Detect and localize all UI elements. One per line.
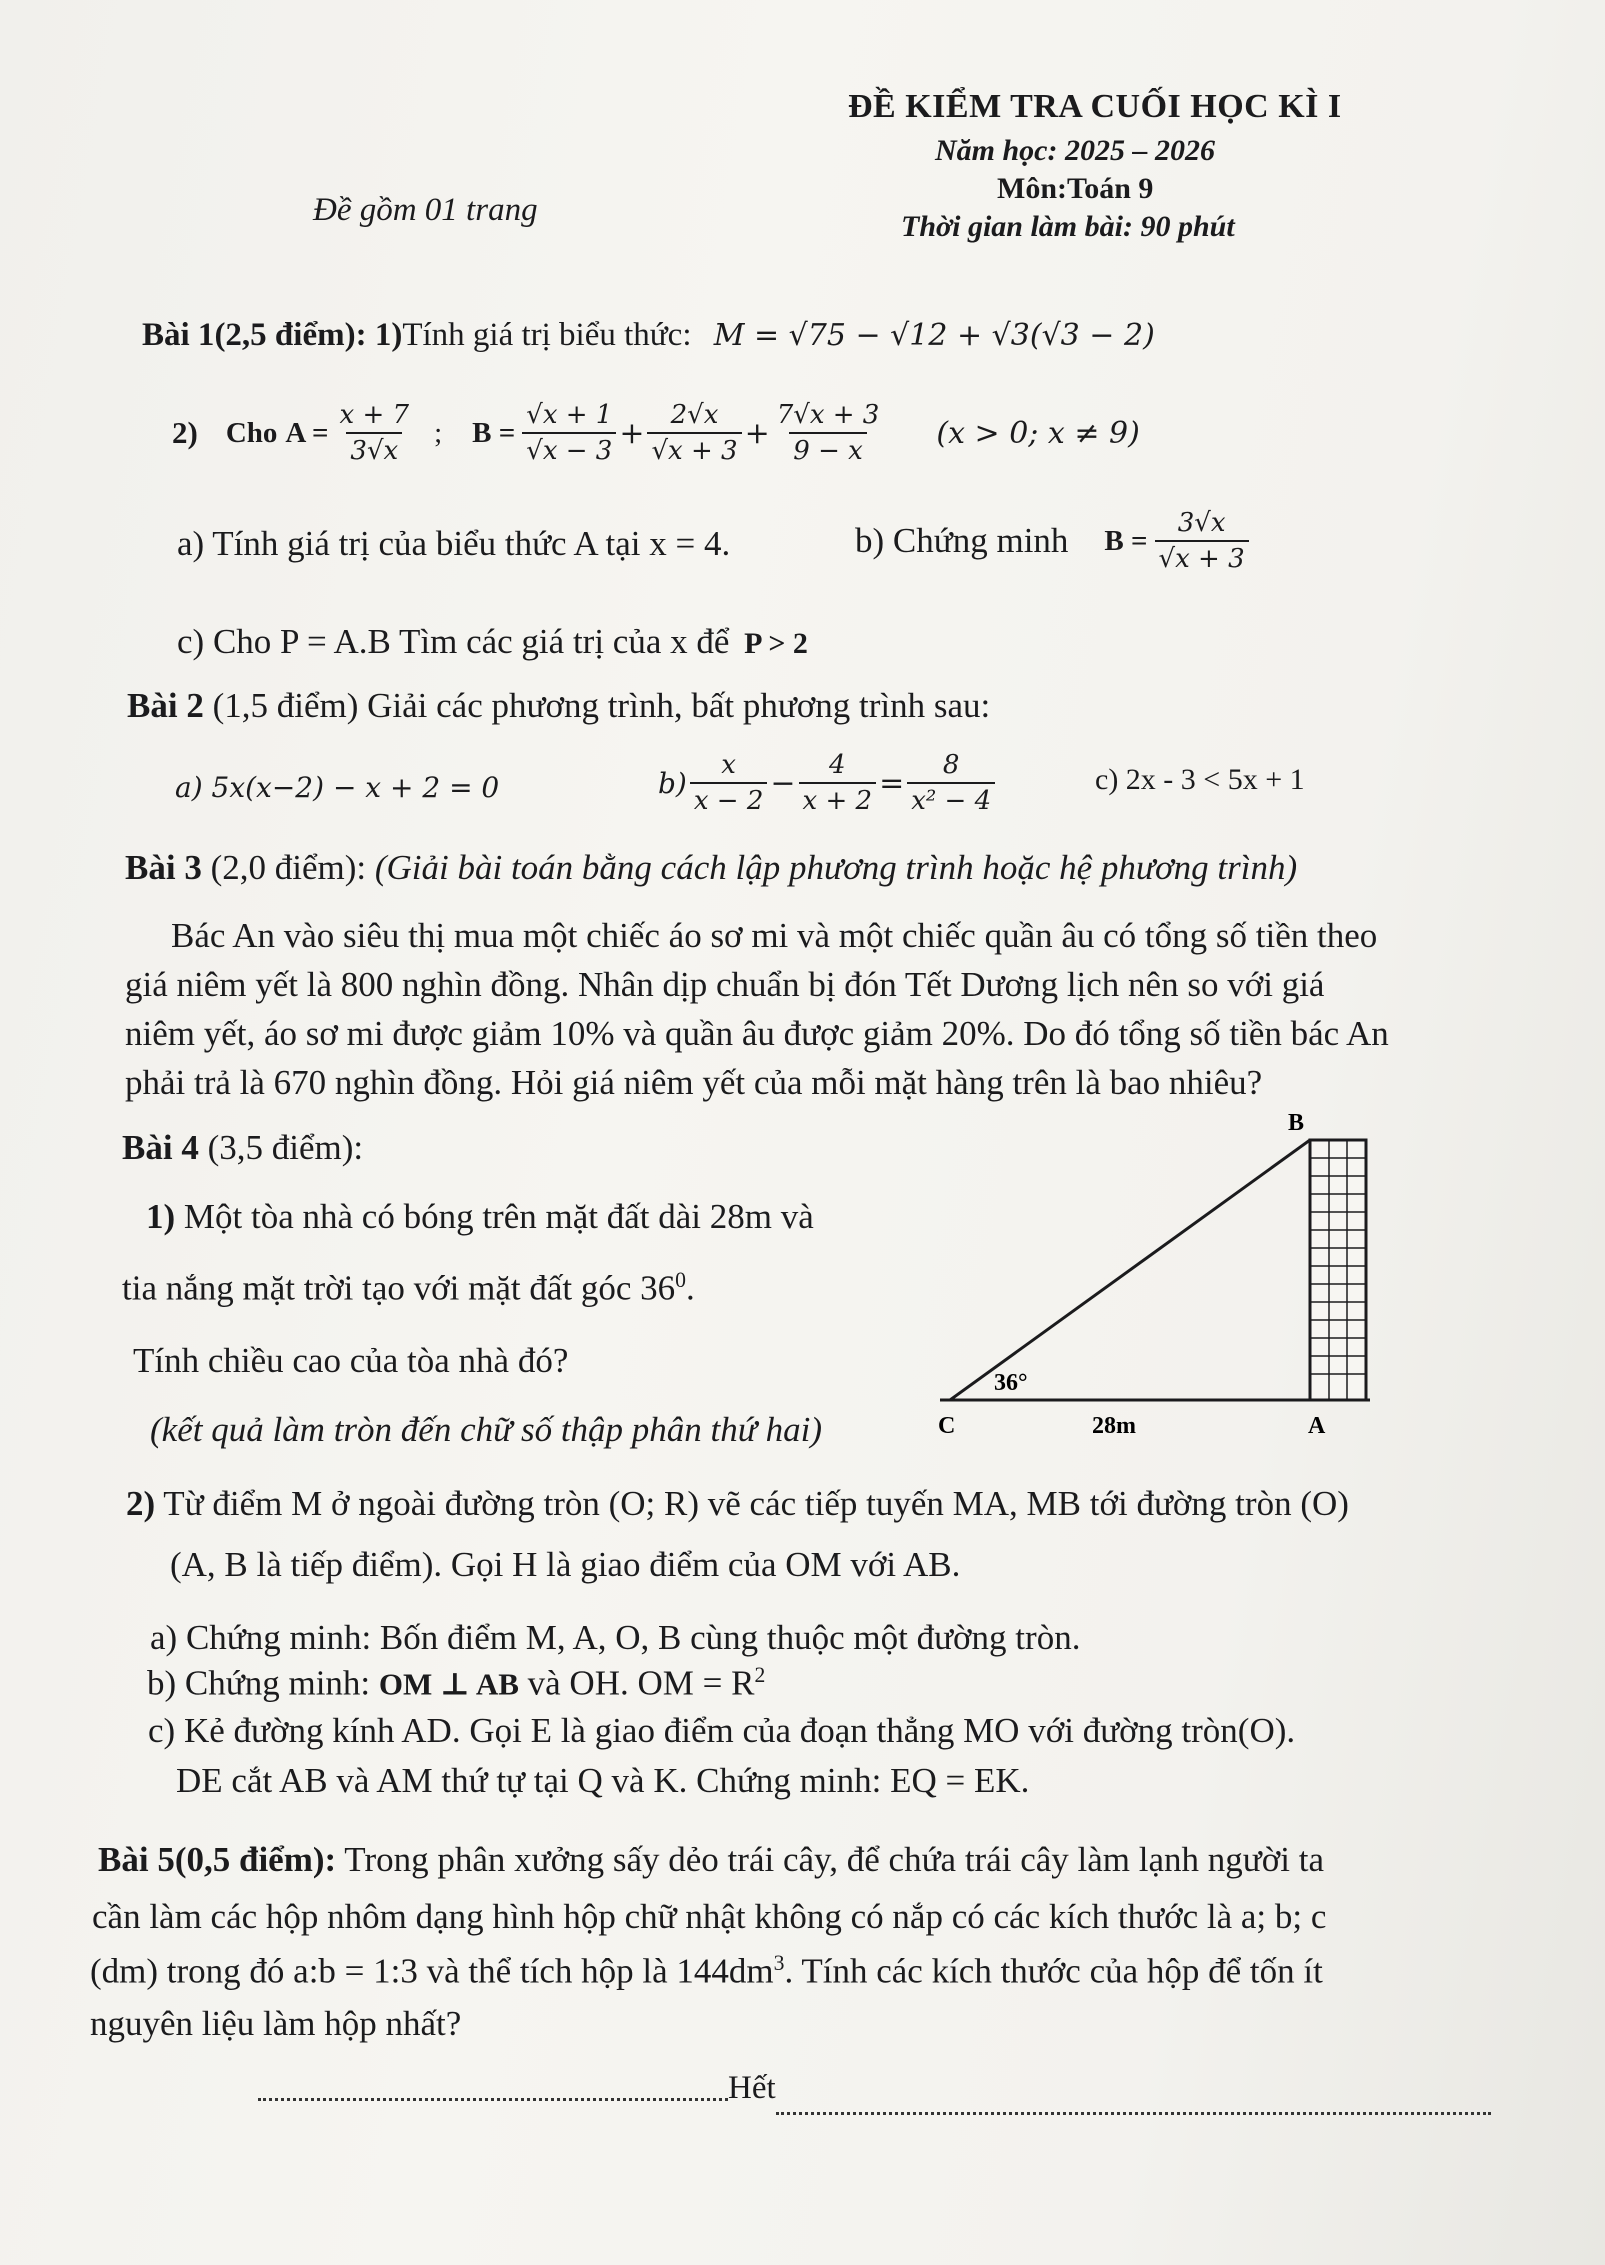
- bai3-note: (Giải bài toán bằng cách lập phương trình hoặc hệ phương trình): [374, 848, 1298, 887]
- bai4-heading: Bài 4: [122, 1128, 199, 1167]
- fraction-b2: [647, 400, 741, 466]
- fraction-a-num: x + 7: [339, 400, 410, 430]
- bai1-b: [855, 508, 1252, 574]
- bai4-heading-line: [122, 1128, 363, 1168]
- fraction-b2-3-num: 8: [942, 750, 960, 780]
- bai1-a: a) Tính giá trị của biểu thức A tại x = 4.: [177, 524, 731, 563]
- bai3-line: Bác An vào siêu thị mua một chiếc áo sơ mi và một chiếc quần âu có tổng số tiền theo: [171, 916, 1378, 955]
- bai4-p1-text: Một tòa nhà có bóng trên mặt đất dài 28m và: [175, 1197, 814, 1236]
- bai5-points: (0,5 điểm):: [174, 1840, 337, 1879]
- minus-sign: −: [770, 765, 796, 801]
- fraction-a-den: 3√x: [346, 432, 402, 466]
- bai3-line: niêm yết, áo sơ mi được giảm 10% và quần âu được giảm 20%. Do đó tổng số tiền bác An: [125, 1014, 1389, 1053]
- bai5-line3: [90, 1951, 1323, 1992]
- exam-time: Thời gian làm bài: 90 phút: [901, 210, 1235, 243]
- square-superscript: 2: [754, 1663, 766, 1687]
- bai2-a: a) 5x(x−2) − x + 2 = 0: [175, 771, 500, 804]
- bai4-p1-line4: (kết quả làm tròn đến chữ số thập phân thứ hai): [150, 1410, 822, 1449]
- bai3-line: giá niêm yết là 800 nghìn đồng. Nhân dịp chuẩn bị đón Tết Dương lịch nên so với giá: [125, 965, 1325, 1004]
- bai5-heading: Bài 5: [98, 1840, 175, 1879]
- bai2-b-label: b): [658, 766, 687, 800]
- bai1-heading: Bài 1: [142, 317, 215, 353]
- fraction-b2-3: [907, 750, 995, 816]
- bai4-p2-c1: c) Kẻ đường kính AD. Gọi E là giao điểm của đoạn thẳng MO với đường tròn(O).: [148, 1711, 1296, 1750]
- bai4-p1-line2-end: .: [685, 1268, 695, 1308]
- fraction-a: [336, 400, 414, 466]
- bai3-heading-line: [125, 848, 1297, 888]
- bai4-p2-b-rest: và OH. OM = R: [518, 1663, 755, 1703]
- bai2-c: c) 2x - 3 < 5x + 1: [1095, 763, 1305, 796]
- plus-sign: +: [619, 415, 645, 451]
- expression-m: M = √75 − √12 + √3(√3 − 2): [713, 318, 1155, 353]
- bai1-part2: [172, 400, 1140, 466]
- fraction-b-result-den: √x + 3: [1155, 540, 1249, 574]
- bai3-paragraph: [125, 911, 1389, 1107]
- bai2-text: (1,5 điểm) Giải các phương trình, bất phương trình sau:: [203, 686, 991, 725]
- bai4-p1-line2-text: tia nắng mặt trời tạo với mặt đất góc 36: [122, 1268, 676, 1308]
- bai4-p1-line1: [146, 1197, 814, 1237]
- b-result-label: B =: [1104, 524, 1148, 557]
- bai1-part1-text: Tính giá trị biểu thức:: [402, 317, 692, 353]
- bai1-c-condition: P > 2: [744, 627, 808, 660]
- bai4-p2-a: a) Chứng minh: Bốn điểm M, A, O, B cùng thuộc một đường tròn.: [150, 1618, 1081, 1657]
- condition: (x > 0; x ≠ 9): [936, 415, 1140, 451]
- bai5-line1: [98, 1840, 1324, 1880]
- fraction-b1-den: √x − 3: [522, 432, 616, 466]
- bai1-b-text: b) Chứng minh: [855, 521, 1069, 560]
- fraction-b-result: [1155, 508, 1249, 574]
- bai3-points: (2,0 điểm):: [201, 848, 375, 887]
- equals-sign: =: [879, 765, 905, 801]
- fraction-b2-2-num: 4: [829, 750, 846, 780]
- bai4-p2-b-text: b) Chứng minh:: [147, 1663, 379, 1703]
- bai4-p2-b: [147, 1663, 765, 1704]
- plus-sign: +: [744, 415, 770, 451]
- subject: Môn:Toán 9: [997, 172, 1154, 205]
- a-label: A =: [285, 416, 329, 449]
- fraction-b3-num: 7√x + 3: [776, 400, 880, 430]
- separator: ;: [434, 416, 443, 449]
- b-label: B =: [472, 416, 516, 449]
- bai4-p1-line2: [122, 1268, 695, 1309]
- bai3-heading: Bài 3: [125, 848, 202, 887]
- exam-title: ĐỀ KIỂM TRA CUỐI HỌC KÌ I: [848, 88, 1342, 125]
- bai5-text: Trong phân xưởng sấy dẻo trái cây, để chứa trái cây làm lạnh người ta: [336, 1840, 1324, 1879]
- dotted-line-left: [258, 2098, 728, 2101]
- bai5-line3-end: . Tính các kích thước của hộp để tốn ít: [784, 1951, 1323, 1991]
- fraction-b2-num: 2√x: [670, 400, 719, 430]
- degree-superscript: 0: [675, 1268, 686, 1292]
- bai4-p2-c2: DE cắt AB và AM thứ tự tại Q và K. Chứng minh: EQ = EK.: [176, 1761, 1030, 1800]
- bai1-line1: [142, 317, 1155, 354]
- dotted-line-right: [776, 2112, 1491, 2115]
- building-shadow-figure: [920, 1100, 1390, 1440]
- bai1-points: (2,5 điểm):: [214, 317, 367, 353]
- fraction-b3: [773, 400, 884, 466]
- end-marker: [258, 2070, 1491, 2107]
- bai5-line2: cần làm các hộp nhôm dạng hình hộp chữ nhật không có nắp có các kích thước là a; b; c: [92, 1897, 1327, 1936]
- bai2-b: [658, 750, 998, 816]
- bai1-c-text: c) Cho P = A.B Tìm các giá trị của x để: [177, 622, 730, 661]
- bai5-line4: nguyên liệu làm hộp nhất?: [90, 2004, 462, 2043]
- fraction-b1: [522, 400, 616, 466]
- bai2-heading: Bài 2: [127, 686, 204, 725]
- page-count: Đề gồm 01 trang: [313, 192, 538, 228]
- fraction-b3-den: 9 − x: [789, 432, 867, 466]
- bai4-p2-text: Từ điểm M ở ngoài đường tròn (O; R) vẽ các tiếp tuyến MA, MB tới đường tròn (O): [155, 1484, 1349, 1523]
- end-text: Hết: [728, 2070, 776, 2106]
- fraction-b2-1-num: x: [721, 750, 736, 780]
- fraction-b2-2: [799, 750, 877, 816]
- bai4-p1-number: 1): [146, 1197, 176, 1236]
- sun-ray-line: [950, 1140, 1310, 1400]
- fraction-b2-1: [690, 750, 768, 816]
- label-length: 28m: [1092, 1413, 1136, 1439]
- label-angle: 36°: [994, 1370, 1028, 1396]
- fraction-b2-3-den: x² − 4: [907, 782, 995, 816]
- bai4-p2-number: 2): [126, 1484, 156, 1523]
- fraction-b2-2-den: x + 2: [799, 782, 877, 816]
- fraction-b2-den: √x + 3: [647, 432, 741, 466]
- cube-superscript: 3: [773, 1951, 785, 1975]
- label-b: B: [1288, 1110, 1305, 1136]
- bai3-line: phải trả là 670 nghìn đồng. Hỏi giá niêm yết của mỗi mặt hàng trên là bao nhiêu?: [125, 1063, 1263, 1102]
- cho-label: Cho: [225, 416, 278, 449]
- label-a: A: [1308, 1413, 1326, 1439]
- bai4-p2-line1: [126, 1484, 1349, 1524]
- label-c: C: [938, 1413, 956, 1439]
- bai5-line3-text: (dm) trong đó a:b = 1:3 và thể tích hộp là 144dm: [90, 1951, 774, 1991]
- bai4-p1-line3: Tính chiều cao của tòa nhà đó?: [133, 1341, 569, 1380]
- bai4-p2-line2: (A, B là tiếp điểm). Gọi H là giao điểm của OM với AB.: [170, 1545, 961, 1584]
- perpendicular-statement: OM ⊥ AB: [378, 1666, 519, 1702]
- bai1-part1-number: 1): [374, 317, 403, 353]
- building: [1310, 1140, 1366, 1400]
- bai1-c: [177, 622, 808, 662]
- fraction-b-result-num: 3√x: [1177, 508, 1226, 538]
- fraction-b2-1-den: x − 2: [690, 782, 768, 816]
- bai1-part2-number: 2): [172, 415, 198, 450]
- fraction-b1-num: √x + 1: [526, 400, 613, 430]
- school-year: Năm học: 2025 – 2026: [935, 134, 1215, 167]
- bai4-points: (3,5 điểm):: [198, 1128, 364, 1167]
- bai2-line: [127, 686, 990, 726]
